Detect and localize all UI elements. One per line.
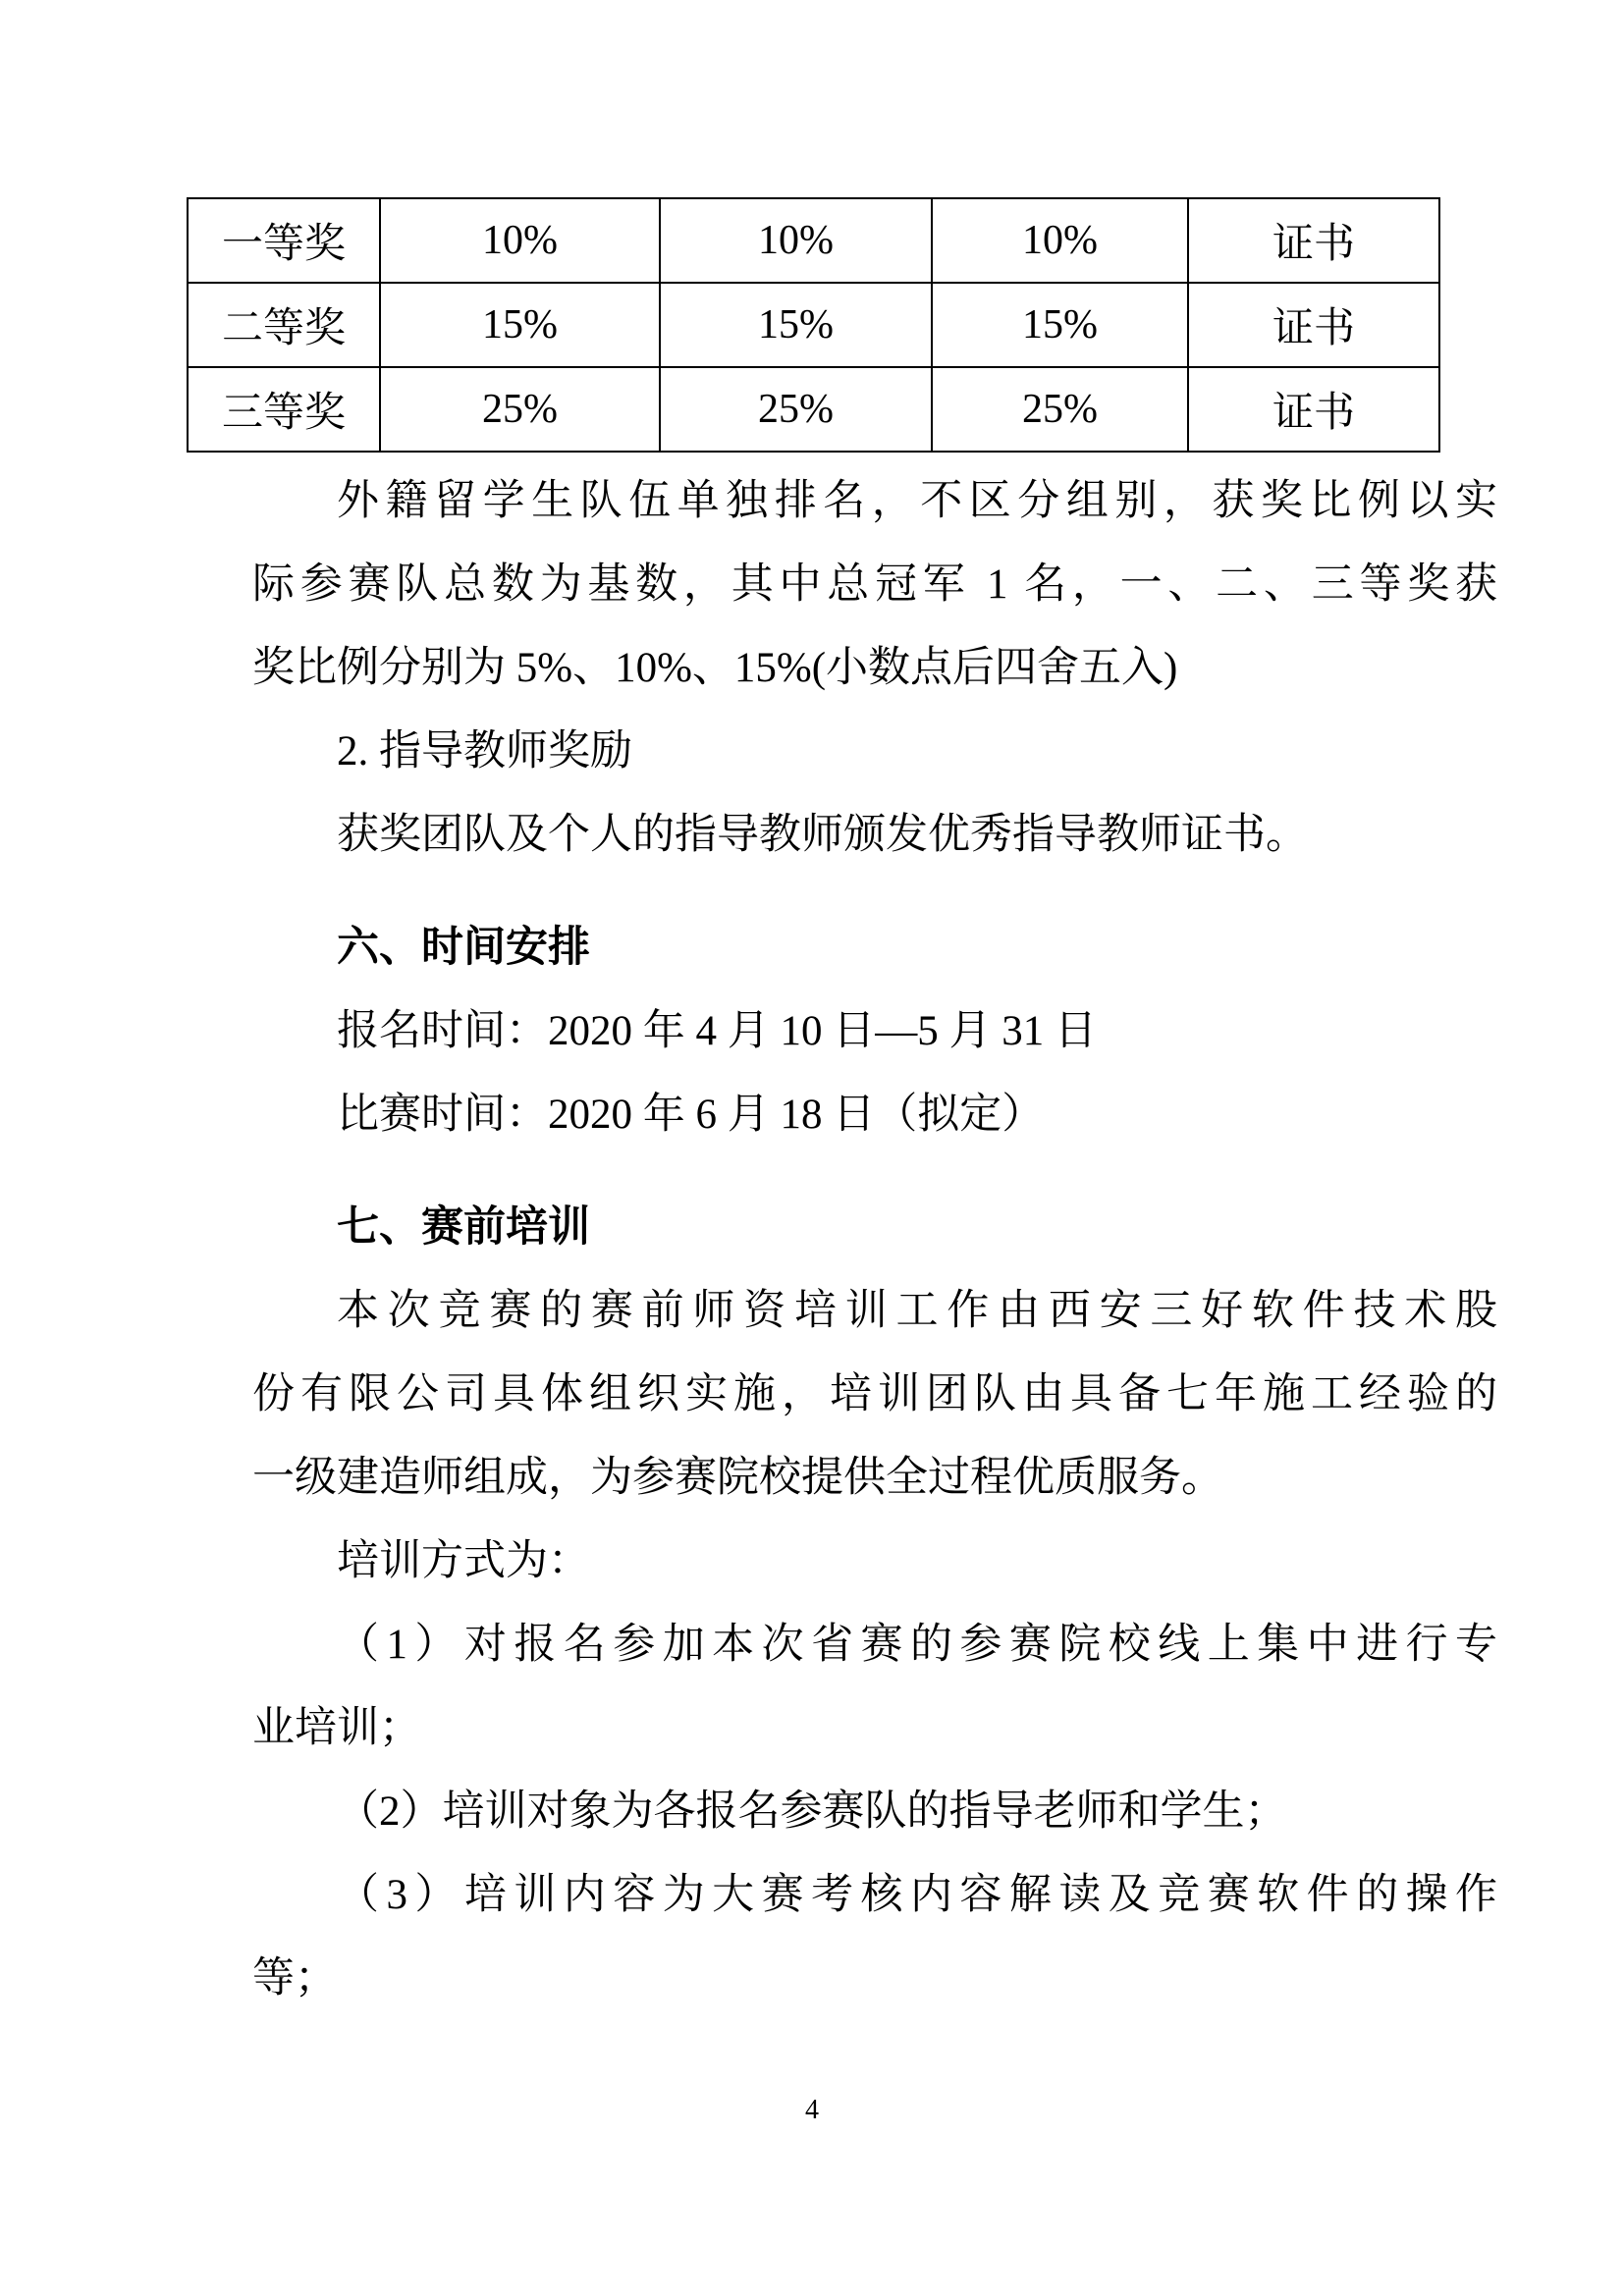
table-cell: 10% (660, 198, 932, 283)
doc-line: 培训方式为： (337, 1538, 590, 1584)
table-row-second-prize (188, 283, 1439, 367)
doc-line: 获奖团队及个人的指导教师颁发优秀指导教师证书。 (337, 812, 1308, 858)
training-item-3: （3）培训内容为大赛考核内容解读及竞赛软件的操作 (337, 1872, 1497, 1918)
doc-line: 奖比例分别为 5%、10%、15%(小数点后四舍五入) (252, 645, 1178, 691)
table-cell: 10% (932, 198, 1188, 283)
table-cell: 15% (932, 283, 1188, 367)
registration-time-line: 报名时间：2020 年 4 月 10 日—5 月 31 日 (337, 1008, 1097, 1054)
table-cell: 证书 (1188, 367, 1439, 452)
doc-line: 际参赛队总数为基数，其中总冠军 1 名，一、二、三等奖获 (252, 561, 1497, 608)
table-cell: 25% (932, 367, 1188, 452)
page-number: 4 (805, 2095, 819, 2125)
doc-line: 等； (252, 1955, 337, 2002)
doc-line: 一级建造师组成，为参赛院校提供全过程优质服务。 (252, 1455, 1223, 1501)
doc-line: 外籍留学生队伍单独排名，不区分组别，获奖比例以实 (337, 478, 1497, 524)
list-item-teacher-award: 2. 指导教师奖励 (337, 728, 632, 774)
competition-time-line: 比赛时间：2020 年 6 月 18 日（拟定） (337, 1092, 1045, 1138)
table-cell: 三等奖 (188, 367, 380, 452)
doc-line: 业培训； (252, 1705, 421, 1751)
table-row-first-prize (188, 198, 1439, 283)
table-cell: 证书 (1188, 283, 1439, 367)
table-cell: 25% (660, 367, 932, 452)
training-item-1: （1）对报名参加本次省赛的参赛院校线上集中进行专 (337, 1622, 1497, 1668)
training-item-2: （2）培训对象为各报名参赛队的指导老师和学生； (337, 1789, 1287, 1835)
table-cell: 证书 (1188, 198, 1439, 283)
section-heading-schedule: 六、时间安排 (337, 925, 590, 971)
document-body (252, 459, 1497, 2020)
table-cell: 二等奖 (188, 283, 380, 367)
table-cell: 10% (380, 198, 660, 283)
table-cell: 一等奖 (188, 198, 380, 283)
table-cell: 25% (380, 367, 660, 452)
table-cell: 15% (380, 283, 660, 367)
table-row-third-prize (188, 367, 1439, 452)
section-heading-pre-training: 七、赛前培训 (337, 1204, 590, 1251)
award-ratio-table (187, 197, 1440, 453)
doc-line: 本次竞赛的赛前师资培训工作由西安三好软件技术股 (337, 1288, 1497, 1334)
table-cell: 15% (660, 283, 932, 367)
doc-line: 份有限公司具体组织实施，培训团队由具备七年施工经验的 (252, 1371, 1497, 1417)
